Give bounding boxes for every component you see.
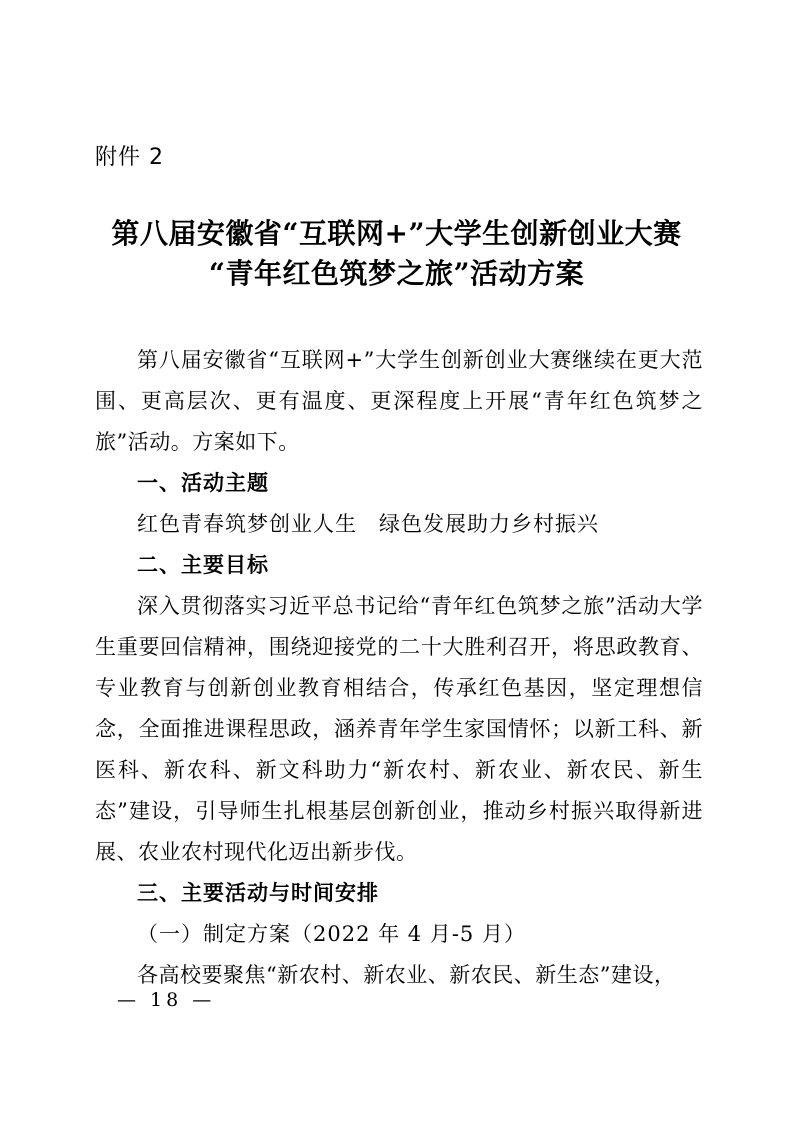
section-heading-activities-schedule: 三、主要活动与时间安排: [137, 881, 379, 905]
document-title: [47, 214, 746, 294]
main-goals-paragraph: 深入贯彻落实习近平总书记给“青年红色筑梦之旅”活动大学生重要回信精神，围绕迎接党的二十大胜利召开，将思政教育、专业教育与创新创业教育相结合，传承红色基因，坚定理想信念，全面推进课程思政，涵养青年学生家国情怀；以新工科、新医科、新农科、新文科助力“新农村、新农业、新农民、新生态”建设，引导师生扎根基层创新创业，推动乡村振兴取得新进展、农业农村现代化迈出新步伐。: [95, 594, 703, 864]
section-heading-main-goals: 二、主要目标: [137, 553, 269, 577]
section-heading-activity-theme: 一、活动主题: [137, 471, 269, 495]
attachment-label: 附件 2: [95, 145, 164, 170]
document-body: [95, 340, 703, 996]
activity-theme-text: 红色青春筑梦创业人生 绿色发展助力乡村振兴: [137, 512, 599, 536]
document-title-line-1: 第八届安徽省“互联网+”大学生创新创业大赛: [111, 217, 682, 250]
subsection-heading-plan-formulation: （一）制定方案（2022 年 4 月-5 月）: [137, 922, 526, 946]
document-title-line-2: “青年红色筑梦之旅”活动方案: [208, 257, 585, 290]
plan-formulation-paragraph: 各高校要聚焦“新农村、新农业、新农民、新生态”建设，: [137, 963, 676, 987]
intro-paragraph: 第八届安徽省“互联网+”大学生创新创业大赛继续在更大范围、更高层次、更有温度、更深程度上开展“青年红色筑梦之旅”活动。方案如下。: [95, 348, 703, 454]
page-number: — 18 —: [117, 989, 216, 1011]
